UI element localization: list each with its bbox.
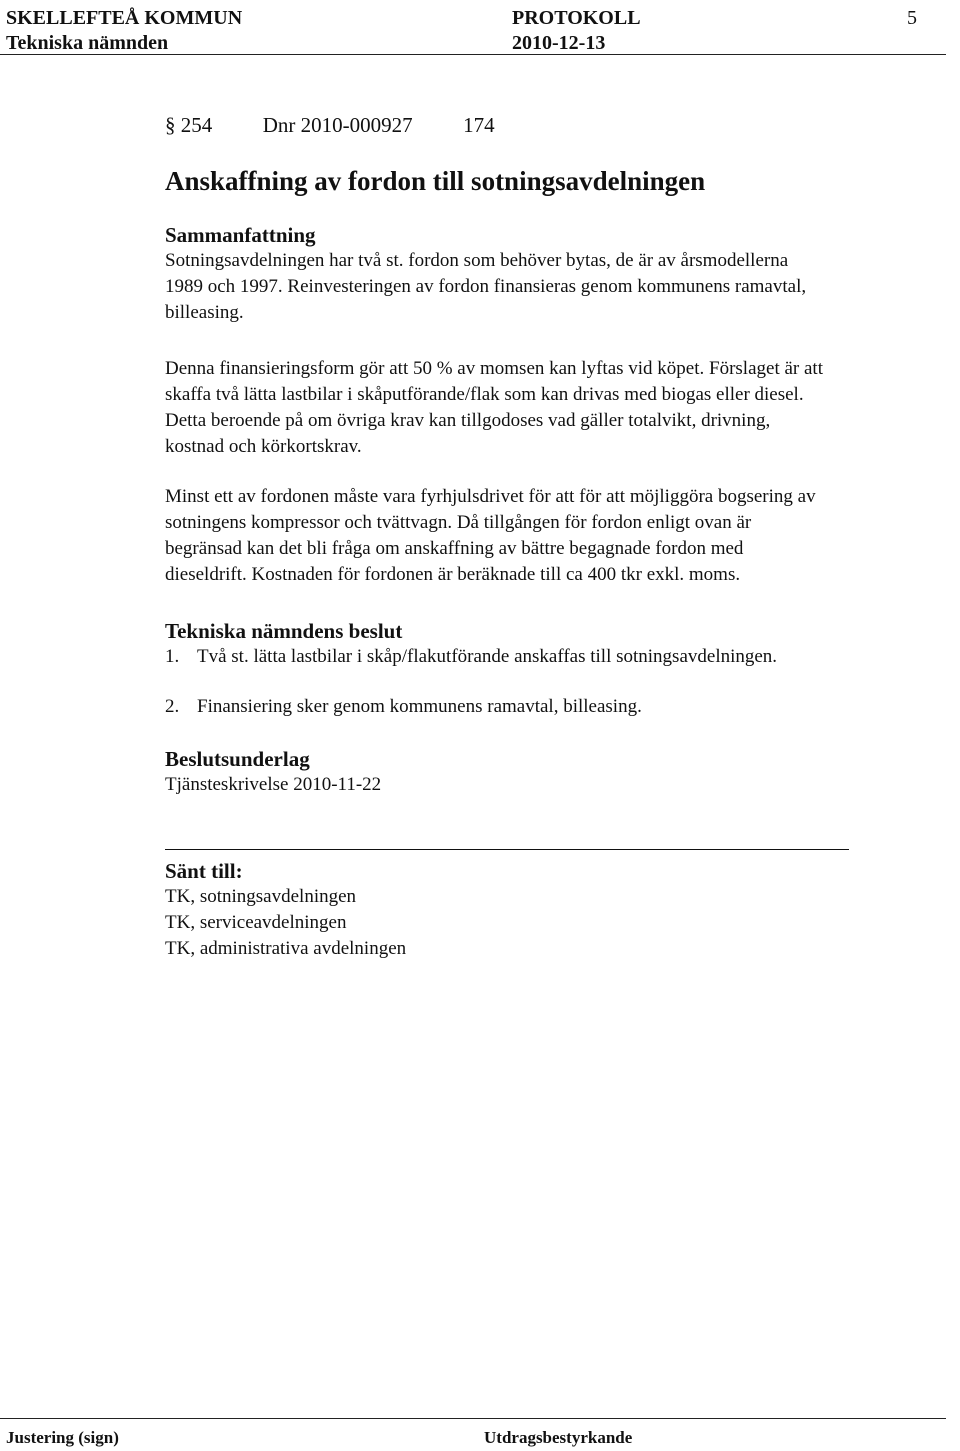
summary-paragraph-3 <box>165 484 955 588</box>
decision-item-1 <box>165 644 955 670</box>
recipient: TK, administrativa avdelningen <box>165 938 407 959</box>
list-text: Två st. lätta lastbilar i skåp/flakutförande anskaffas till sotningsavdelningen. <box>197 646 778 667</box>
paragraph-symbol: § <box>165 113 176 137</box>
case-title: Anskaffning av fordon till sotningsavdelningen <box>165 166 706 196</box>
header-divider <box>0 54 946 55</box>
basis-text: Tjänsteskrivelse 2010-11-22 <box>165 774 382 795</box>
summary-section <box>165 222 955 326</box>
footer-justering: Justering (sign) <box>6 1428 119 1447</box>
signature-line <box>165 849 849 850</box>
footer-utdragsbestyrkande: Utdragsbestyrkande <box>484 1428 633 1447</box>
list-number: 2. <box>165 696 180 717</box>
summary-heading: Sammanfattning <box>165 223 316 247</box>
text-line: Sotningsavdelningen har två st. fordon som behöver bytas, de är av årsmodellerna <box>165 250 789 271</box>
text-line: Denna finansieringsform gör att 50 % av momsen kan lyftas vid köpet. Förslaget är att <box>165 358 823 379</box>
text-line: Minst ett av fordonen måste vara fyrhjulsdrivet för att för att möjliggöra bogsering av <box>165 486 816 507</box>
recipient: TK, serviceavdelningen <box>165 912 347 933</box>
sent-to-section <box>165 858 955 962</box>
footer-divider <box>0 1418 946 1419</box>
decision-item-2 <box>165 694 955 720</box>
text-line: Detta beroende på om övriga krav kan tillgodoses vad gäller totalvikt, drivning, <box>165 410 771 431</box>
summary-paragraph-1 <box>165 248 955 326</box>
case-dnr: Dnr 2010-000927 <box>262 113 413 137</box>
text-line: sotningens kompressor och tvättvagn. Då tillgången för fordon enligt ovan är <box>165 512 752 533</box>
decision-section <box>165 618 955 670</box>
text-line: dieseldrift. Kostnaden för fordonen är beräknade till ca 400 tkr exkl. moms. <box>165 564 741 585</box>
decision-heading: Tekniska nämndens beslut <box>165 619 403 643</box>
paragraph-number: 254 <box>180 113 213 137</box>
summary-paragraph-2 <box>165 356 955 460</box>
header-date: 2010-12-13 <box>512 32 606 54</box>
header-committee: Tekniska nämnden <box>6 32 169 54</box>
text-line: kostnad och körkortskrav. <box>165 436 362 457</box>
basis-section <box>165 746 955 798</box>
text-line: 1989 och 1997. Reinvesteringen av fordon finansieras genom kommunens ramavtal, <box>165 276 807 297</box>
sent-to-heading: Sänt till: <box>165 859 243 883</box>
recipient: TK, sotningsavdelningen <box>165 886 357 907</box>
case-code: 174 <box>463 113 495 137</box>
basis-heading: Beslutsunderlag <box>165 747 310 771</box>
case-line <box>165 112 495 138</box>
text-line: skaffa två lätta lastbilar i skåputförande/flak som kan drivas med biogas eller diesel. <box>165 384 804 405</box>
list-text: Finansiering sker genom kommunens ramavtal, billeasing. <box>197 696 642 717</box>
header-org: SKELLEFTEÅ KOMMUN <box>6 7 243 29</box>
header-doc-type: PROTOKOLL <box>512 7 641 29</box>
header-page-number: 5 <box>907 7 917 29</box>
text-line: begränsad kan det bli fråga om anskaffning av bättre begagnade fordon med <box>165 538 744 559</box>
list-number: 1. <box>165 646 180 667</box>
text-line: billeasing. <box>165 302 244 323</box>
